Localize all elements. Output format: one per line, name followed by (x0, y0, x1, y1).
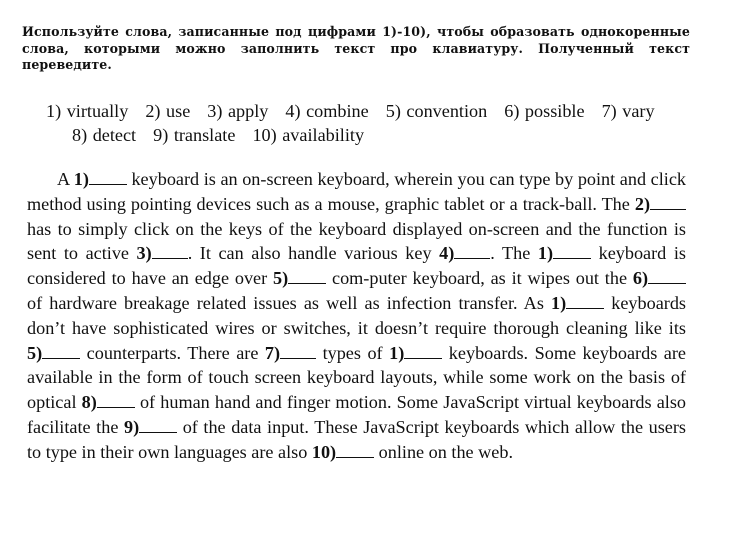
gap-number: 9) (123, 416, 140, 437)
word-item: 6) possible (504, 101, 585, 121)
text-run: keyboards don’t have sophisticated wires or switches, it doesn’t require thorough cleaning like its (27, 292, 687, 338)
gap-6[interactable] (273, 268, 326, 288)
word-item: 5) convention (385, 101, 488, 121)
text-run: has to simply click on the keys of the keyboard displayed on-screen and the function is sent to active (27, 218, 686, 264)
blank-line (139, 417, 177, 433)
gap-13[interactable] (124, 417, 177, 437)
gap-number: 8) (81, 392, 97, 413)
blank-line (288, 268, 326, 284)
word-item: 4) combine (285, 101, 369, 121)
text-run: counterparts. There are (80, 342, 265, 363)
blank-line (553, 243, 591, 259)
word-item: 3) apply (207, 101, 269, 121)
blank-line (566, 293, 604, 309)
gap-number: 6) (632, 268, 649, 289)
gap-number: 10) (311, 441, 337, 462)
paragraph (27, 167, 686, 465)
gap-11[interactable] (389, 343, 442, 363)
text-run: . The (490, 243, 538, 264)
gap-number: 1) (551, 292, 567, 313)
gap-7[interactable] (633, 268, 686, 288)
word-item: 7) vary (601, 101, 655, 121)
gap-number: 2) (634, 193, 650, 214)
gap-4[interactable] (439, 243, 490, 263)
word-item: 10) availability (252, 125, 365, 145)
text-run: . It can also handle various key (187, 243, 440, 264)
text-run: of hardware breakage related issues as well as infection transfer. As (27, 292, 551, 313)
gap-8[interactable] (551, 293, 604, 313)
gap-9[interactable] (27, 343, 80, 363)
gap-12[interactable] (82, 392, 135, 412)
gap-3[interactable] (137, 243, 188, 263)
gap-14[interactable] (312, 442, 374, 462)
gap-number: 4) (439, 243, 455, 264)
word-item: 9) translate (153, 125, 236, 145)
blank-line (152, 243, 188, 259)
text-run: online on the web. (374, 441, 514, 462)
gap-1[interactable] (74, 169, 127, 189)
gap-number: 1) (537, 243, 554, 264)
text-run: of human hand and finger motion. Some JavaScript virtual keyboards also facilitate the (27, 392, 686, 437)
blank-line (650, 194, 686, 210)
word-list-line-2 (46, 123, 696, 147)
gap-10[interactable] (265, 343, 316, 363)
word-list (46, 99, 696, 147)
task-instructions: Используйте слова, записанные под цифрами 1)-10), чтобы образовать однокоренные слова, которыми можно заполнить текст про клавиатуру. Полученный текст переведите. (22, 24, 690, 72)
gap-number: 3) (136, 243, 152, 264)
text-run: types of (316, 342, 390, 363)
blank-line (404, 343, 442, 359)
gap-number: 7) (264, 342, 281, 363)
text-run: keyboard is considered to have an edge over (27, 243, 686, 289)
blank-line (648, 268, 686, 284)
text-run: keyboard is an on-screen keyboard, wherein you can type by point and click method using pointing devices such as a mouse, graphic tablet or a track-ball. The (27, 169, 686, 214)
gap-5[interactable] (538, 243, 591, 263)
blank-line (89, 169, 127, 185)
word-item: 1) virtually (46, 101, 129, 121)
text-run: of the data input. These JavaScript keyboards which allow the users to type in their own languages are also (27, 416, 686, 462)
word-item: 8) detect (72, 125, 137, 145)
blank-line (42, 343, 80, 359)
blank-line (454, 243, 490, 259)
text-run: com-puter keyboard, as it wipes out the (326, 268, 633, 289)
blank-line (280, 343, 316, 359)
gap-number: 1) (73, 169, 89, 189)
blank-line (336, 442, 374, 458)
gap-number: 1) (389, 342, 405, 363)
gap-number: 5) (27, 342, 43, 363)
gap-fill-text (27, 167, 686, 465)
text-run: A (57, 169, 74, 189)
gap-2[interactable] (635, 194, 686, 214)
text-run: keyboards. Some keyboards are available in the form of touch screen keyboard layouts, while some work on the basis of optical (27, 342, 686, 413)
gap-number: 5) (273, 268, 289, 289)
blank-line (97, 392, 135, 408)
word-item: 2) use (145, 101, 191, 121)
